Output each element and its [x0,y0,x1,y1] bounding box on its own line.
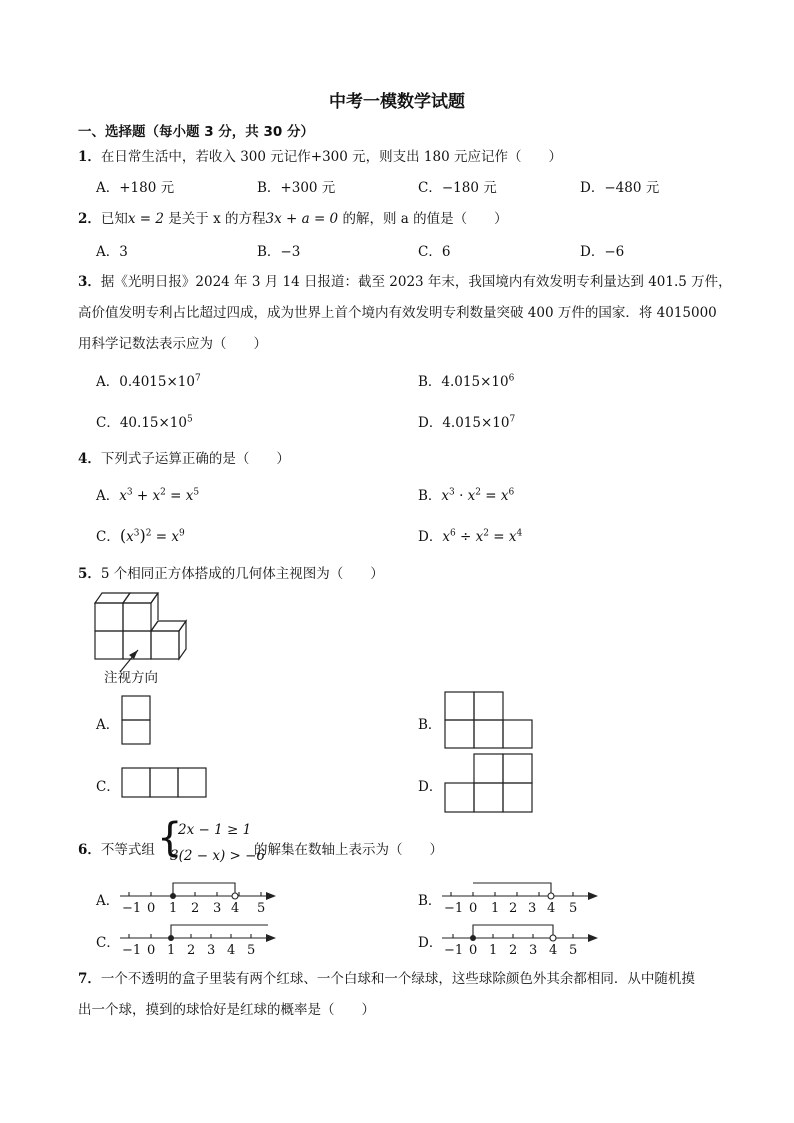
tick-label: 1 [167,943,176,958]
q2-option-a: A．3 [96,244,128,260]
q5-option-c-figure [120,766,210,800]
question-text: 在日常生活中，若收入 300 元记作+300 元，则支出 180 元应记作（ ） [100,149,562,165]
option-label: B． [418,374,442,390]
question-text-pre: 已知 [100,211,128,227]
arrow-head-icon [266,934,276,942]
question-text-post: 的解，则 a 的值是（ ） [338,211,508,227]
question-text-mid: 是关于 x 的方程 [164,211,266,227]
closed-dot [470,935,476,941]
q4-option-c: C．$(x^3)^2 = x^9$ [96,526,185,545]
option-label: D． [418,415,443,431]
q5-option-d-figure [443,752,535,814]
system-brace-icon: { [157,815,183,861]
tick-label: −1 [444,901,464,916]
question-3 [78,270,732,290]
q5-option-b-label: B． [418,717,442,733]
q2-option-d: D．−6 [580,244,625,260]
question-number: 5． [78,566,101,582]
question-number: 6． [78,842,101,858]
arrow-head-icon [266,892,276,900]
question-line-1: 据《光明日报》2024 年 3 月 14 日报道：截至 2023 年末，我国境内有效发明专利量达到 401.5 万件， [100,274,732,290]
tick-label: 2 [509,901,518,916]
question-number: 1． [78,149,101,165]
tick-label: 1 [169,901,178,916]
q3-option-a [96,370,201,390]
option-base: 40.15×10 [119,415,187,431]
tick-label: −1 [444,943,464,958]
open-dot [548,893,554,899]
q5-option-b-figure [443,690,535,750]
closed-dot [168,935,174,941]
q6-option-c-label: C． [96,935,120,951]
tick-label: 5 [257,901,266,916]
option-label: D． [418,529,443,545]
view-direction-caption: 注视方向 [104,670,158,686]
tick-label: 1 [491,901,500,916]
arrow-head-icon [129,650,138,659]
option-label: C． [96,529,120,545]
tick-label: 0 [147,901,156,916]
tick-label: 2 [191,901,200,916]
q5-option-a-label: A． [96,717,120,733]
option-label: A． [96,374,120,390]
question-4 [78,447,290,467]
tick-label: 3 [528,901,537,916]
inequality-1: 2x − 1 ≥ 1 [178,822,252,838]
q1-option-c: C．−180 元 [418,180,497,196]
question-line-2: 高价值发明专利占比超过四成，成为世界上首个境内有效发明专利数量突破 400 万件的国家．将 4015000 [78,305,717,321]
question-text-post: 的解集在数轴上表示为（ ） [254,842,443,858]
option-label: C． [96,415,120,431]
option-label: A． [96,488,120,504]
open-dot [232,893,238,899]
tick-label: 2 [187,943,196,958]
q1-option-b: B．+300 元 [257,180,336,196]
tick-label: 1 [489,943,498,958]
tick-label: 3 [207,943,216,958]
page-title: 中考一模数学试题 [329,92,465,112]
q3-option-b [418,370,514,390]
option-base: 4.015×10 [442,415,510,431]
closed-dot [170,893,176,899]
q6-option-b-label: B． [418,893,442,909]
arrow-head-icon [588,892,598,900]
inequality-2: 3(2 − x) > −6 [170,848,266,864]
q3-option-d [418,411,515,431]
question-line-1: 一个不透明的盒子里装有两个红球、一个白球和一个绿球，这些球除颜色外其余都相同．从中随机摸 [100,971,695,987]
question-number: 4． [78,451,101,467]
question-text: 下列式子运算正确的是（ ） [100,451,290,467]
option-exponent: 7 [194,373,201,384]
q6-option-c-numberline [118,914,278,958]
q1-option-a: A．+180 元 [96,180,175,196]
tick-label: 3 [213,901,222,916]
tick-label: 2 [509,943,518,958]
option-exponent: 6 [508,373,515,384]
math-condition: x = 2 [127,211,165,227]
tick-label: 0 [469,943,478,958]
open-dot [550,935,556,941]
q4-option-a: A．$x^3 + x^2 = x^5$ [96,487,200,504]
q3-option-c [96,411,193,431]
section-heading-choice: 一、选择题（每小题 3 分，共 30 分） [78,124,314,140]
tick-label: 3 [529,943,538,958]
question-6 [78,838,155,858]
question-1 [78,145,562,165]
tick-label: 5 [569,901,578,916]
q1-option-d: D．−480 元 [580,180,660,196]
question-number: 7． [78,971,101,987]
question-2 [78,207,508,227]
q6-option-a-numberline [118,872,278,916]
math-equation: 3x + a = 0 [265,211,339,227]
q6-option-d-numberline [440,914,600,958]
tick-label: 4 [549,943,558,958]
arrow-head-icon [588,934,598,942]
q6-option-b-numberline [440,872,600,916]
option-exponent: 7 [509,414,516,425]
tick-label: 0 [147,943,156,958]
option-base: 4.015×10 [441,374,509,390]
q6-option-a-label: A． [96,893,120,909]
question-line-3: 用科学记数法表示应为（ ） [78,336,267,352]
tick-label: −1 [122,943,142,958]
question-text: 5 个相同正方体搭成的几何体主视图为（ ） [100,566,384,582]
q5-option-d-label: D． [418,779,443,795]
question-number: 2． [78,211,101,227]
option-exponent: 5 [186,414,193,425]
tick-label: 5 [247,943,256,958]
question-line-2: 出一个球，摸到的球恰好是红球的概率是（ ） [78,1002,375,1018]
question-number: 3． [78,274,101,290]
question-5 [78,562,384,582]
q2-option-c: C．6 [418,244,451,260]
tick-label: 4 [227,943,236,958]
option-base: 0.4015×10 [119,374,195,390]
q4-option-b: B．$x^3 \cdot x^2 = x^6$ [418,487,515,504]
tick-label: 4 [547,901,556,916]
q4-option-d: D．$x^6 \div x^2 = x^4$ [418,528,523,545]
q5-option-a-figure [120,694,154,748]
q5-option-c-label: C． [96,779,120,795]
q6-option-d-label: D． [418,935,443,951]
tick-label: 0 [469,901,478,916]
q2-option-b: B．−3 [257,244,301,260]
question-7 [78,967,695,987]
tick-label: −1 [122,901,142,916]
tick-label: 4 [231,901,240,916]
tick-label: 5 [569,943,578,958]
question-text-pre: 不等式组 [100,842,155,858]
option-label: B． [418,488,442,504]
